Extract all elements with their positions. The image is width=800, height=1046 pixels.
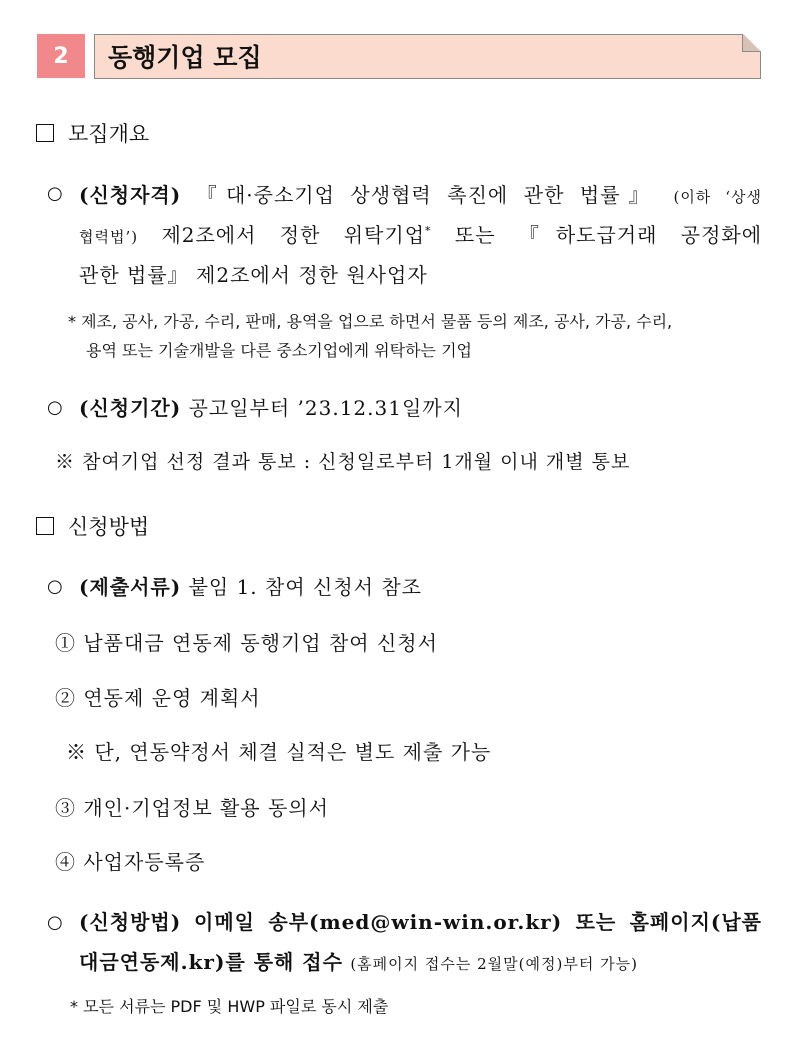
documents-text: 붙임 1. 참여 신청서 참조 <box>188 575 422 599</box>
qualification-line-3: 관한 법률』 제2조에서 정한 원사업자 <box>79 263 428 287</box>
bullet-icon: ○ <box>47 397 63 418</box>
checkbox-square-icon <box>36 517 54 535</box>
submission-footnote: * 모든 서류는 PDF 및 HWP 파일로 동시 제출 <box>70 997 389 1016</box>
selection-notice: ※ 참여기업 선정 결과 통보 : 신청일로부터 1개월 이내 개별 통보 <box>55 451 631 473</box>
qualification-text-1: 『대·중소기업 상생협력 촉진에 관한 법률』 <box>196 183 658 207</box>
qualification-footnote-line-2: 용역 또는 기술개발을 다른 중소기업에게 위탁하는 기업 <box>86 341 473 360</box>
document-item-4: ④ 사업자등록증 <box>55 850 206 874</box>
document-item-note: ※ 단, 연동약정서 체결 실적은 별도 제출 가능 <box>66 740 492 764</box>
qualification-line-2 <box>79 219 762 248</box>
section-number: 2 <box>53 43 69 69</box>
footnote-marker: * <box>425 224 432 238</box>
document-item-3: ③ 개인·기업정보 활용 동의서 <box>55 796 329 820</box>
qualification-note-1: (이하 ‘상생 <box>673 188 762 206</box>
document-item-2: ② 연동제 운영 계획서 <box>55 686 261 710</box>
qualification-line-1 <box>79 179 762 208</box>
overview-heading <box>36 118 149 148</box>
qualification-footnote-line-1: * 제조, 공사, 가공, 수리, 판매, 용역을 업으로 하면서 물품 등의 제조, 공사, 가공, 수리, <box>68 312 673 331</box>
qualification-text-3: 또는 『하도급거래 공정화에 <box>454 223 763 247</box>
bullet-icon: ○ <box>47 912 63 933</box>
folded-corner-decoration <box>742 34 761 52</box>
overview-title: 모집개요 <box>68 122 150 146</box>
documents-line <box>79 571 422 600</box>
submission-note: (홈페이지 접수는 2월말(예정)부터 가능) <box>350 955 638 973</box>
documents-label: (제출서류) <box>79 575 182 599</box>
submission-line-1 <box>79 906 762 935</box>
submission-text-2: 대금연동제.kr)를 통해 접수 <box>79 950 343 974</box>
section-number-badge <box>37 34 85 78</box>
submission-text-1: 이메일 송부(med@win-win.or.kr) 또는 홈페이지(납품 <box>194 910 762 934</box>
period-line <box>79 392 463 421</box>
document-item-1: ① 납품대금 연동제 동행기업 참여 신청서 <box>55 631 438 655</box>
method-heading <box>36 511 149 541</box>
bullet-icon: ○ <box>47 183 63 204</box>
qualification-note-2: 협력법’) <box>79 228 139 246</box>
checkbox-square-icon <box>36 124 54 142</box>
qualification-label: (신청자격) <box>79 183 182 207</box>
qualification-text-2: 제2조에서 정한 위탁기업 <box>161 223 426 247</box>
method-title: 신청방법 <box>68 515 150 539</box>
bullet-icon: ○ <box>47 576 63 597</box>
period-label: (신청기간) <box>79 396 182 420</box>
section-title: 동행기업 모집 <box>108 43 262 72</box>
submission-label: (신청방법) <box>79 910 182 934</box>
period-text: 공고일부터 ’23.12.31일까지 <box>188 396 463 420</box>
submission-line-2 <box>79 946 638 975</box>
